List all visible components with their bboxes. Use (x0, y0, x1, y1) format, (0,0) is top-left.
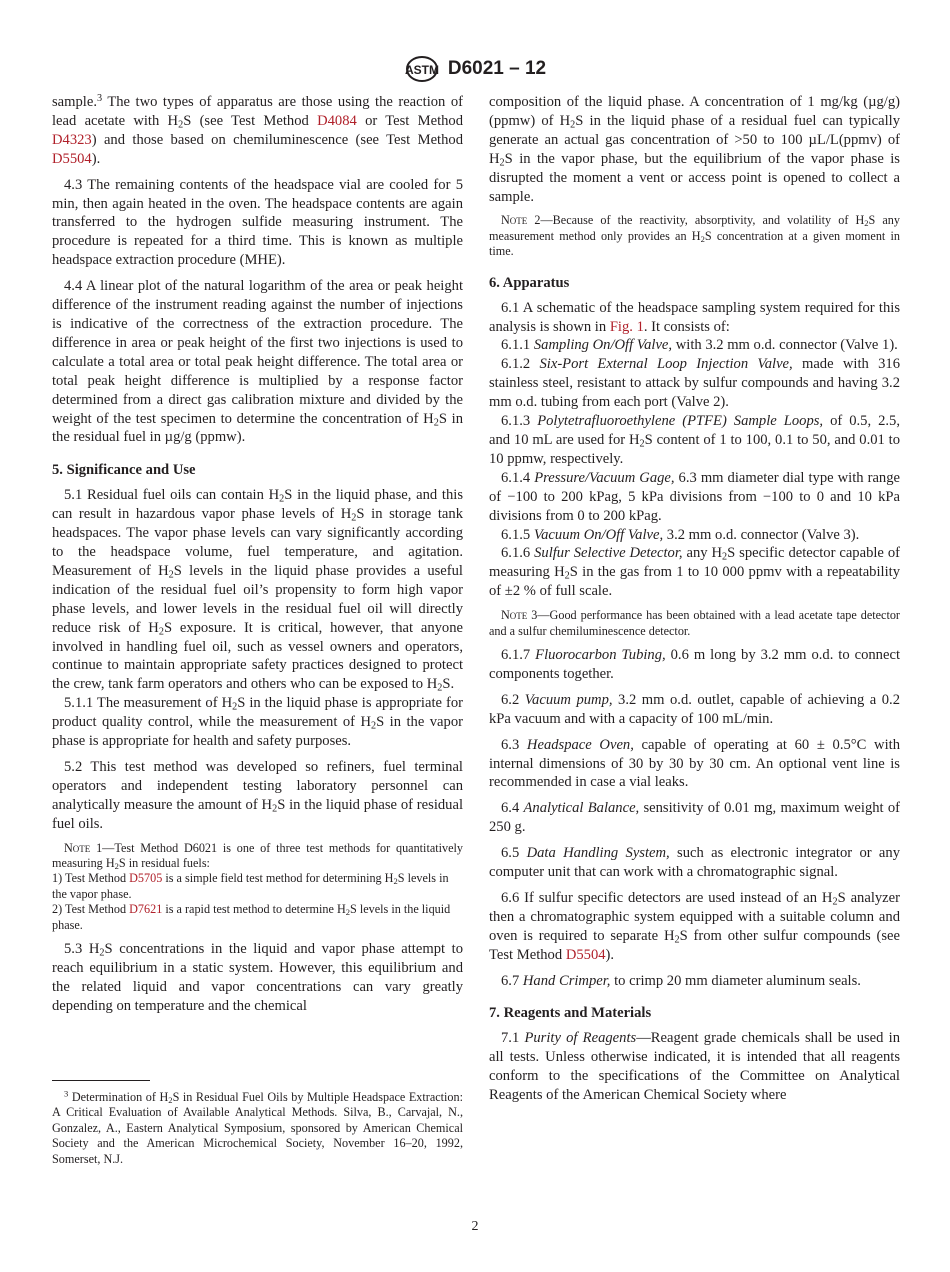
footnote-3: $^3$ Determination of $H_2S$ in Residual Fuel Oils by Multiple Headspace Extraction: A Critical Evaluation of Available Analytical Methods. Silva, B., Carvajal, N., Gonzalez, A., Eastern Analytical Symposium, sponsored by American Chemical Society and the American Microchemical Society, November 16–20, 1992, Somerset, N.J. (52, 1088, 464, 1166)
paragraph: 6.1 A schematic of the headspace sampling system required for this analysis is shown in Fig. 1. It consists of: (489, 299, 900, 335)
paragraph: 6.5 Data Handling System, such as electronic integrator or any computer unit that can work with a chromatographic signal. (489, 845, 900, 881)
note: Note 2—Because of the reactivity, absorptivity, and volatility of $H_2S$ any measurement method only provides an $H_2S$ concentration at a given moment in time. (489, 213, 900, 259)
right-column (489, 93, 900, 1105)
paragraph: 6.2 Vacuum pump, 3.2 mm o.d. outlet, capable of achieving a 0.2 kPa vacuum and with a capacity of 100 mL/min. (489, 691, 900, 727)
paragraph: 5.2 This test method was developed so refiners, fuel terminal operators and independent testing laboratory personnel can analytically measure the amount of $H_2S$ in the liquid phase of residual fuel oils. (52, 759, 464, 832)
document-designation: D6021 – 12 (447, 58, 547, 79)
page-number: 2 (471, 1219, 479, 1234)
paragraph: 6.1.7 Fluorocarbon Tubing, 0.6 m long by 3.2 mm o.d. to connect components together. (489, 646, 900, 682)
paragraph: 4.4 A linear plot of the natural logarithm of the area or peak height difference of the instrument reading against the number of injections is indicative of the correctness of the extraction procedure. The difference in area or peak height of the first two injections is used to calculate a total area or total peak height difference. The total area or total peak height difference is multiplied by a response factor determined from a direct gas calibration mixture and divided by the weight of the test specimen to determine the concentration of $H_2S$ in the residual fuel in µg/g (ppmw). (52, 278, 463, 446)
paragraph: sample.$^3$ The two types of apparatus are those using the reaction of lead acetate with $H_2S$ (see Test Method D4084 or Test Method D4323) and those based on chemiluminescence (see Test Method D5504). (52, 92, 464, 167)
paragraph: 5.1.1 The measurement of $H_2S$ in the liquid phase is appropriate for product quality control, while the measurement of $H_2S$ in the vapor phase is appropriate for health and safety purposes. (52, 695, 463, 750)
note: Note 3—Good performance has been obtained with a lead acetate tape detector and a sulfur chemiluminescence detector. (489, 608, 900, 638)
paragraph: 6.1.4 Pressure/Vacuum Gage, 6.3 mm diameter dial type with range of −100 to 200 kPag, 5 kPa divisions from −100 to 0 and 10 kPa divisions from 0 to 200 kPag. (489, 469, 900, 524)
left-column (52, 93, 463, 1016)
reference-link[interactable]: D7621 (129, 902, 163, 917)
svg-text:ASTM: ASTM (404, 63, 439, 77)
reference-link[interactable]: D5504 (565, 946, 606, 963)
paragraph: 6.1.5 Vacuum On/Off Valve, 3.2 mm o.d. connector (Valve 3). (501, 526, 860, 543)
reference-link[interactable]: D5504 (52, 150, 92, 167)
paragraph: 6.1.1 Sampling On/Off Valve, with 3.2 mm o.d. connector (Valve 1). (501, 337, 898, 354)
paragraph: 5.3 $H_2S$ concentrations in the liquid and vapor phase attempt to reach equilibrium in a static system. However, this equilibrium and the related liquid and vapor concentrations can vary greatly depending on temperature and the chemical (52, 941, 463, 1014)
paragraph: 7.1 Purity of Reagents—Reagent grade chemicals shall be used in all tests. Unless otherwise indicated, it is intended that all reagents conform to the specifications of the Committee on Analytical Reagents of the American Chemical Society where (489, 1030, 901, 1104)
paragraph: composition of the liquid phase. A concentration of 1 mg/kg (µg/g) (ppmw) of $H_2S$ in the liquid phase of a residual fuel can typically generate an actual gas concentration of >50 to 100 µL/L(ppmv) of $H_2S$ in the vapor phase, but the equilibrium of the vapor phase is disrupted the moment a vent or access point is opened to collect a sample. (489, 94, 900, 205)
paragraph: 6.7 Hand Crimper, to crimp 20 mm diameter aluminum seals. (501, 972, 861, 989)
paragraph: 5.1 Residual fuel oils can contain $H_2S$ in the liquid phase, and this can result in hazardous vapor phase levels of $H_2S$ in storage tank headspaces. The vapor phase levels can vary significantly according to the headspace volume, fuel temperature, and agitation. Measurement of $H_2S$ levels in the liquid phase provides a useful indication of the residual fuel oil’s propensity to form high vapor phase levels, and lower levels in the residual fuel oil will directly reduce risk of $H_2S$ exposure. It is critical, however, that anyone involved in handling fuel oil, such as vessel owners and operators, continue to maintain appropriate safety practices designed to protect the crew, tank farm operators and others who can be exposed to $H_2S$. (52, 487, 463, 694)
reference-link[interactable]: D5705 (129, 871, 163, 886)
astm-logo-icon (404, 55, 440, 83)
paragraph: 6.1.2 Six-Port External Loop Injection Valve, made with 316 stainless steel, resistant to attack by sulfur compounds and having 3.2 mm o.d. tubing from each port (Valve 2). (489, 356, 900, 411)
paragraph: 6.1.6 Sulfur Selective Detector, any $H_2S$ specific detector capable of measuring $H_2S$ in the gas from 1 to 10 000 ppmv with a repeatability of ±2 % of full scale. (489, 545, 900, 600)
page-header (0, 55, 950, 83)
note: Note 1—Test Method D6021 is one of three test methods for quantitatively measuring $H_2S$ in residual fuels: (52, 840, 463, 872)
paragraph: 4.3 The remaining contents of the headspace vial are cooled for 5 min, then again heated in the oven. The headspace contents are again transferred to the hydrogen sulfide measuring instrument. The procedure is repeated for a third time. This is known as multiple headspace extraction procedure (MHE). (52, 176, 463, 269)
section-heading: 6. Apparatus (489, 274, 570, 291)
note-item: 1) Test Method D5705 is a simple field test method for determining $H_2S$ levels in the vapor phase. (52, 871, 449, 901)
paragraph: 6.1.3 Polytetrafluoroethylene (PTFE) Sample Loops, of 0.5, 2.5, and 10 mL are used for $H_2S$ content of 1 to 100, 0.1 to 50, and 0.01 to 10 ppmw, respectively. (489, 413, 900, 467)
paragraph: 6.3 Headspace Oven, capable of operating at 60 ± 0.5°C with internal dimensions of 30 by 30 by 30 cm. An optional vent line is recommended in case a vial leaks. (489, 736, 900, 791)
footnote-divider (52, 1080, 150, 1081)
section-heading: 5. Significance and Use (52, 462, 196, 479)
note-item: 2) Test Method D7621 is a rapid test method to determine $H_2S$ levels in the liquid phase. (52, 902, 451, 932)
reference-link[interactable]: Fig. 1 (609, 318, 644, 335)
reference-link[interactable]: D4084 (317, 112, 357, 129)
paragraph: 6.4 Analytical Balance, sensitivity of 0.01 mg, maximum weight of 250 g. (489, 800, 901, 836)
reference-link[interactable]: D4323 (52, 131, 92, 148)
section-heading: 7. Reagents and Materials (489, 1005, 652, 1022)
paragraph: 6.6 If sulfur specific detectors are used instead of an $H_2S$ analyzer then a chromatographic system equipped with a suitable column and oven is required to separate $H_2S$ from other sulfur compounds (see Test Method D5504). (489, 889, 900, 963)
